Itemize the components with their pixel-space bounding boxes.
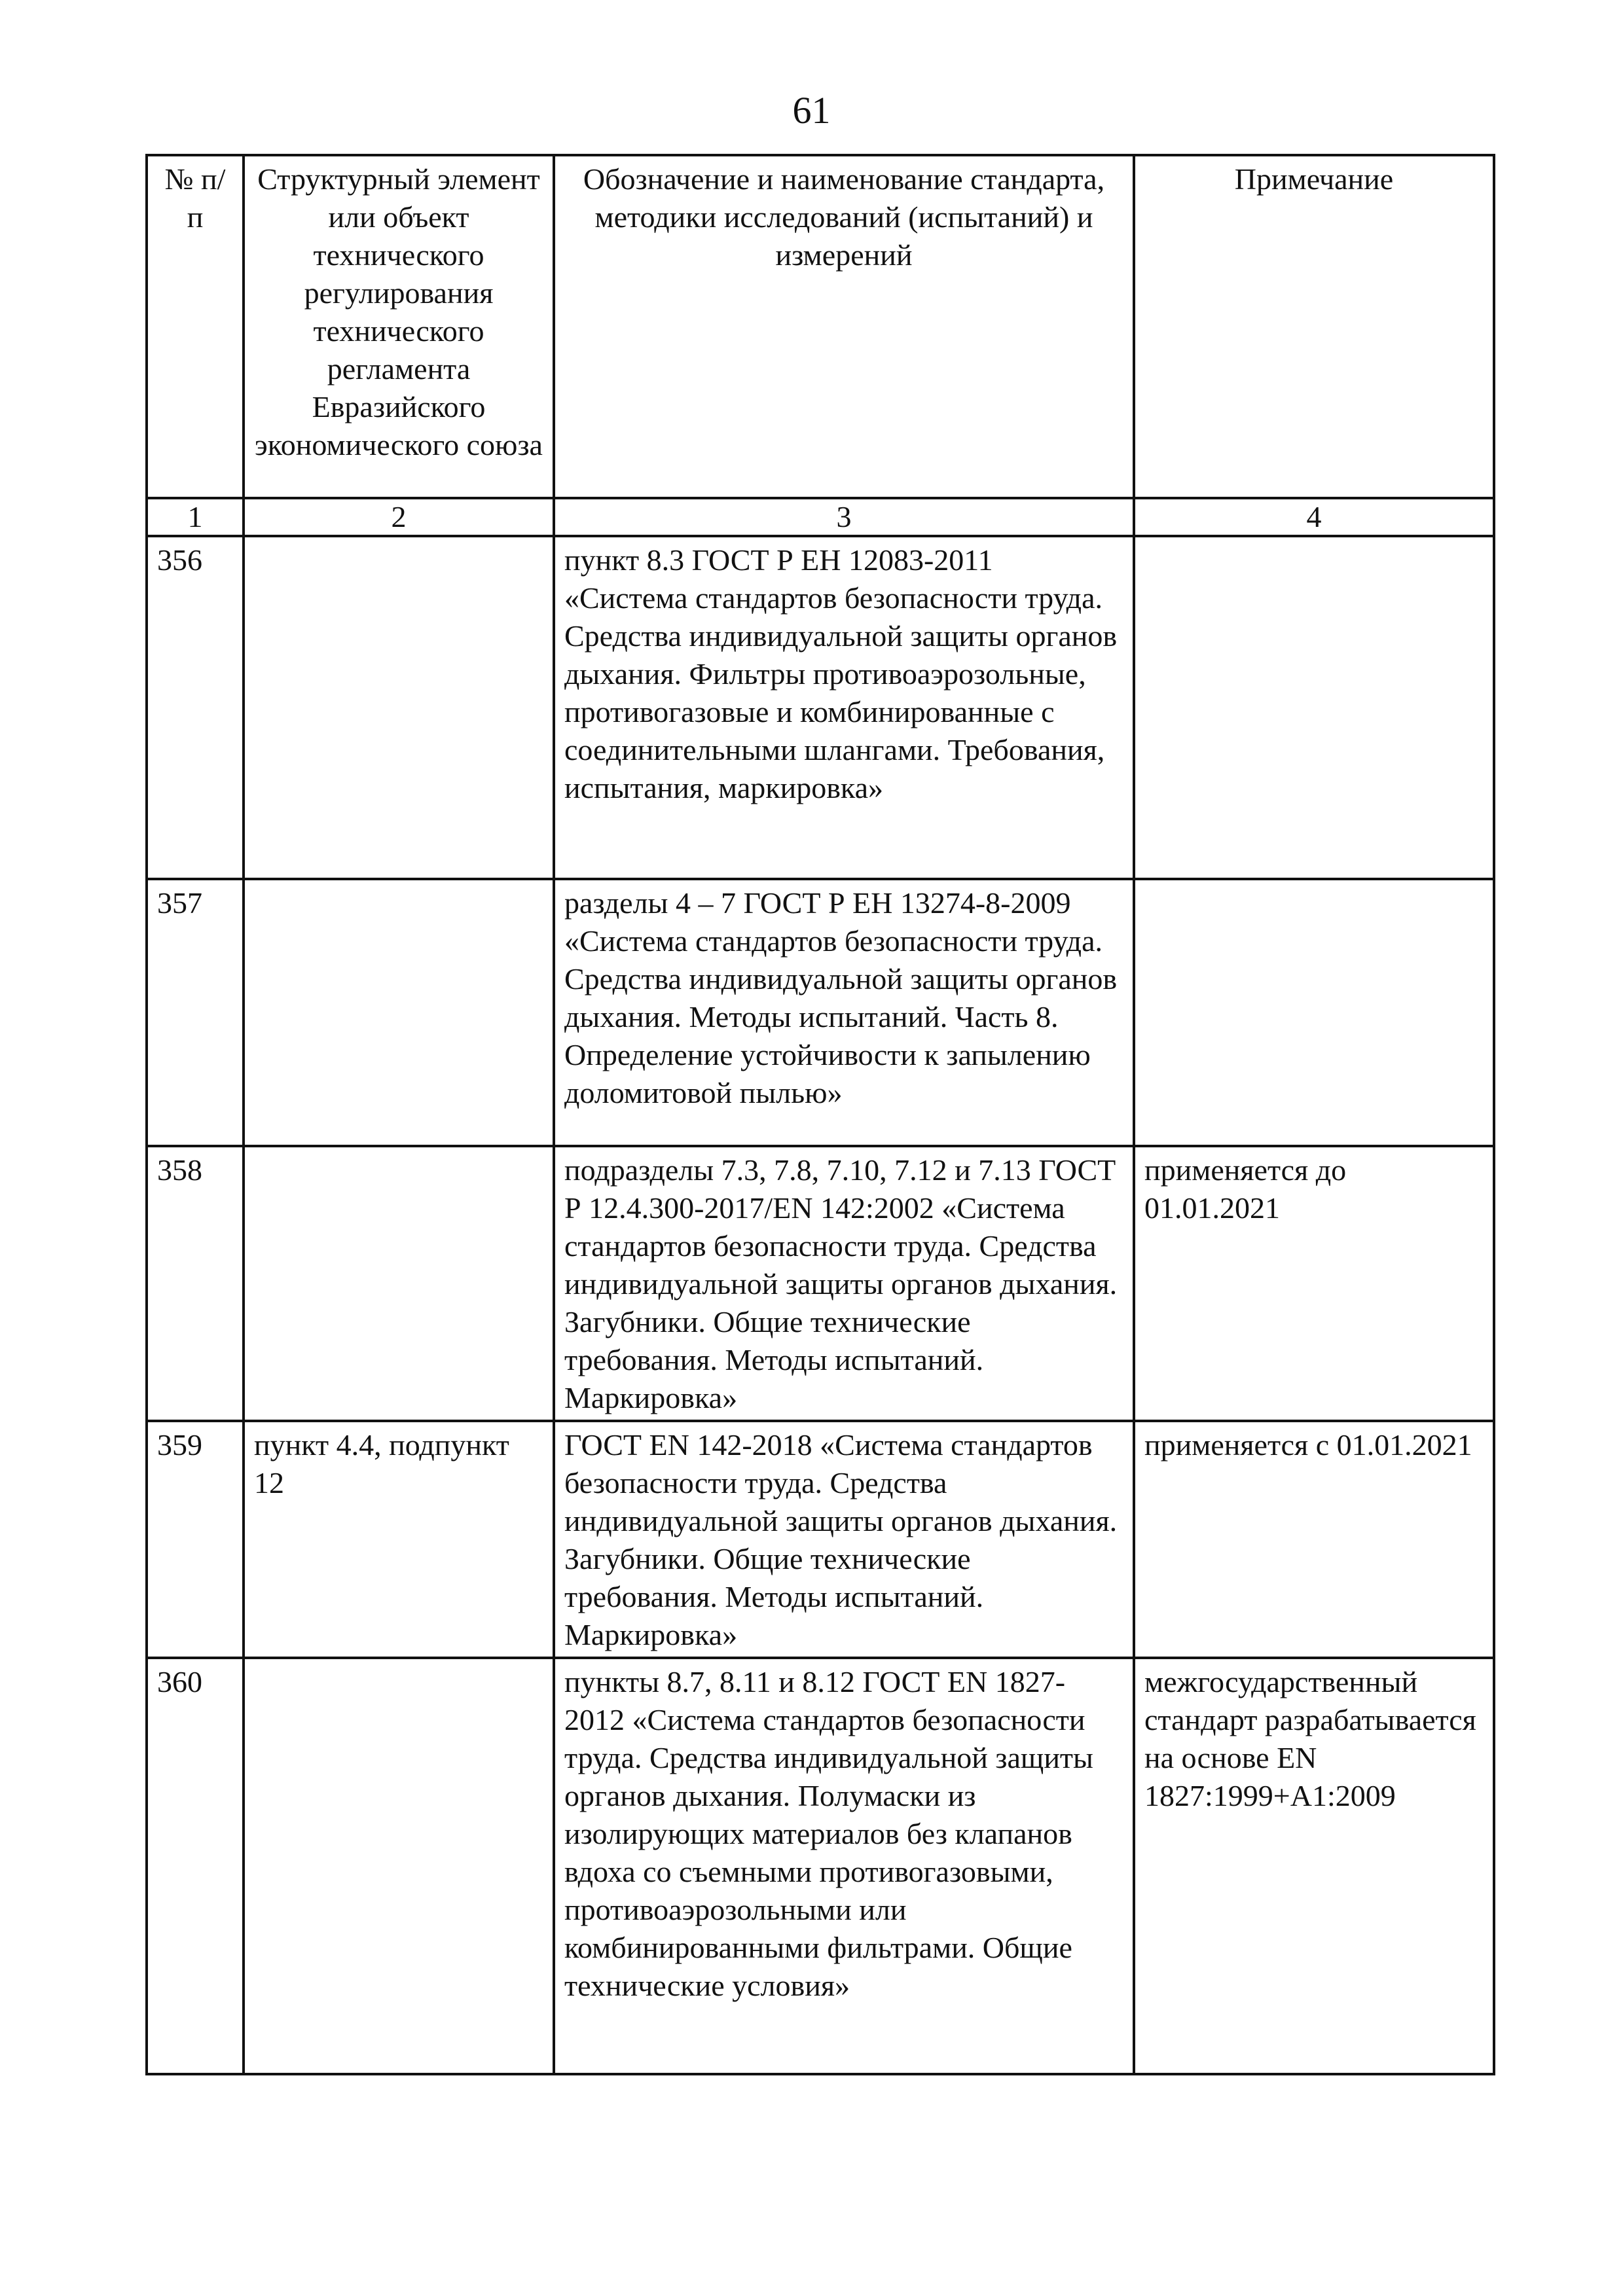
column-number: 4	[1134, 498, 1494, 536]
row-standard: пункты 8.7, 8.11 и 8.12 ГОСТ EN 1827-2012 «Система стандартов безопасности труда. Средства индивидуальной защиты органов дыхания. Полумаски из изолирующих материалов без клапанов вдоха со съемными противогазовыми, противоаэрозольными или комбинированными фильтрами. Общие технические условия»	[554, 1658, 1134, 2074]
table-header-row	[147, 155, 1494, 498]
row-element	[244, 879, 554, 1146]
row-note: межгосударственный стандарт разрабатывается на основе EN 1827:1999+A1:2009	[1134, 1658, 1494, 2074]
row-standard: разделы 4 – 7 ГОСТ Р ЕН 13274-8-2009 «Система стандартов безопасности труда. Средства индивидуальной защиты органов дыхания. Методы испытаний. Часть 8. Определение устойчивости к запылению доломитовой пылью»	[554, 879, 1134, 1146]
table-row	[147, 1421, 1494, 1658]
row-element	[244, 1146, 554, 1421]
header-standard: Обозначение и наименование стандарта, методики исследований (испытаний) и измерений	[554, 155, 1134, 498]
row-element	[244, 536, 554, 879]
row-note: применяется до 01.01.2021	[1134, 1146, 1494, 1421]
column-number: 1	[147, 498, 244, 536]
column-number-row	[147, 498, 1494, 536]
row-standard: подразделы 7.3, 7.8, 7.10, 7.12 и 7.13 ГОСТ Р 12.4.300-2017/EN 142:2002 «Система стандартов безопасности труда. Средства индивидуальной защиты органов дыхания. Загубники. Общие технические требования. Методы испытаний. Маркировка»	[554, 1146, 1134, 1421]
row-element: пункт 4.4, подпункт 12	[244, 1421, 554, 1658]
row-number: 357	[147, 879, 244, 1146]
standards-table	[145, 154, 1495, 2075]
row-note: применяется с 01.01.2021	[1134, 1421, 1494, 1658]
table-row	[147, 536, 1494, 879]
row-number: 360	[147, 1658, 244, 2074]
table-row	[147, 1658, 1494, 2074]
row-number: 356	[147, 536, 244, 879]
row-element	[244, 1658, 554, 2074]
row-standard: пункт 8.3 ГОСТ Р ЕН 12083-2011 «Система стандартов безопасности труда. Средства индивидуальной защиты органов дыхания. Фильтры противоаэрозольные, противогазовые и комбинированные с соединительными шлангами. Требования, испытания, маркировка»	[554, 536, 1134, 879]
table-row	[147, 879, 1494, 1146]
row-standard: ГОСТ EN 142-2018 «Система стандартов безопасности труда. Средства индивидуальной защиты органов дыхания. Загубники. Общие технические требования. Методы испытаний. Маркировка»	[554, 1421, 1134, 1658]
column-number: 2	[244, 498, 554, 536]
row-note	[1134, 536, 1494, 879]
table-row	[147, 1146, 1494, 1421]
row-note	[1134, 879, 1494, 1146]
row-number: 358	[147, 1146, 244, 1421]
row-number: 359	[147, 1421, 244, 1658]
header-note: Примечание	[1134, 155, 1494, 498]
header-element: Структурный элемент или объект технического регулирования технического регламента Евразийского экономического союза	[244, 155, 554, 498]
header-number: № п/п	[147, 155, 244, 498]
column-number: 3	[554, 498, 1134, 536]
page-number: 61	[792, 89, 831, 132]
